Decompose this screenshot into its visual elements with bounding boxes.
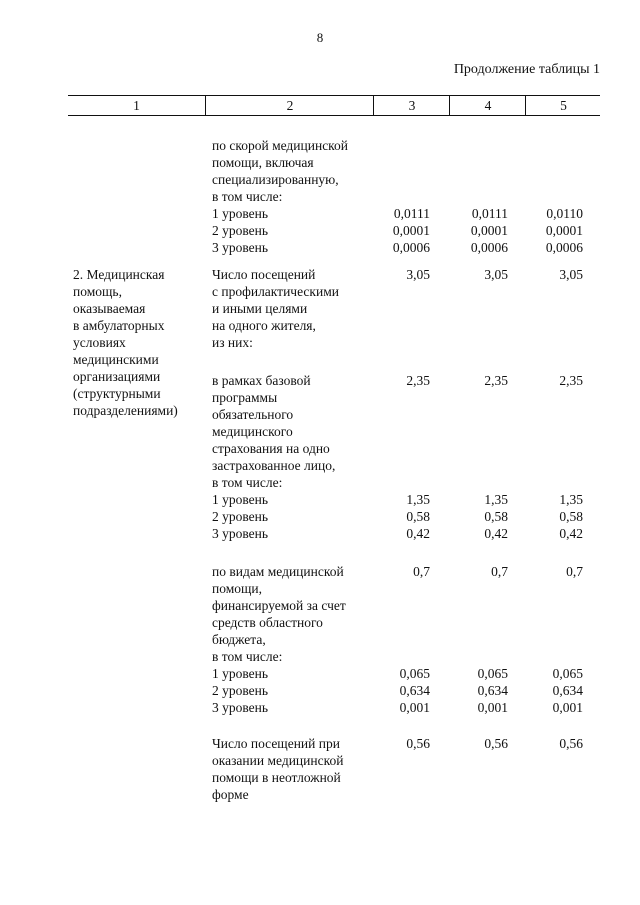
indicator-text-line: и иными целями <box>212 301 308 316</box>
level-value: 0,001 <box>552 700 583 715</box>
indicator-text-line: в том числе: <box>212 189 283 204</box>
indicator-text-line: помощи, включая <box>212 155 314 170</box>
level-label: 2 уровень <box>212 509 269 524</box>
level-value: 1,35 <box>406 492 430 507</box>
header-col-1: 1 <box>133 98 140 113</box>
level-value: 0,0006 <box>545 240 583 255</box>
indicator-value: 0,56 <box>484 736 508 751</box>
indicator-text-line: из них: <box>212 335 253 350</box>
section-title-line: в амбулаторных <box>73 318 165 333</box>
indicator-text-line: по видам медицинской <box>212 564 344 579</box>
indicator-text-line: в том числе: <box>212 649 283 664</box>
section-title-line: помощь, <box>73 284 122 299</box>
indicator-text-line: обязательного <box>212 407 294 422</box>
level-value: 0,58 <box>484 509 508 524</box>
level-label: 1 уровень <box>212 666 269 681</box>
indicator-value: 0,56 <box>559 736 583 751</box>
level-label: 1 уровень <box>212 492 269 507</box>
indicator-value: 3,05 <box>484 267 508 282</box>
indicator-value: 2,35 <box>559 373 583 388</box>
header-col-3: 3 <box>373 96 450 115</box>
indicator-text-line: средств областного <box>212 615 323 630</box>
indicator-value: 2,35 <box>406 373 430 388</box>
indicator-block <box>212 563 346 716</box>
indicator-text-line: застрахованное лицо, <box>212 458 336 473</box>
section-title-line: оказываемая <box>73 301 146 316</box>
continuation-label: Продолжение таблицы 1 <box>453 62 600 77</box>
indicator-text-line: помощи в неотложной <box>212 770 341 785</box>
indicator-text-line: медицинского <box>212 424 293 439</box>
level-value: 0,634 <box>477 683 508 698</box>
level-label: 3 уровень <box>212 526 269 541</box>
page-number: 8 <box>316 30 324 45</box>
level-value: 0,065 <box>399 666 430 681</box>
indicator-text-line: Число посещений <box>212 267 316 282</box>
level-value: 0,634 <box>552 683 583 698</box>
level-value: 1,35 <box>484 492 508 507</box>
section-title-line: медицинскими <box>73 352 159 367</box>
level-value: 0,58 <box>559 509 583 524</box>
section-title-line: 2. Медицинская <box>73 267 165 282</box>
level-label: 3 уровень <box>212 700 269 715</box>
indicator-text-line: в рамках базовой <box>212 373 311 388</box>
level-label: 2 уровень <box>212 223 269 238</box>
level-value: 0,58 <box>406 509 430 524</box>
header-col-2: 2 <box>205 96 374 115</box>
indicator-value: 3,05 <box>559 267 583 282</box>
level-value: 0,42 <box>406 526 430 541</box>
indicator-block <box>212 137 348 256</box>
level-value: 0,0111 <box>471 206 508 221</box>
level-value: 0,0111 <box>393 206 430 221</box>
indicator-value: 2,35 <box>484 373 508 388</box>
indicator-value: 0,7 <box>491 564 508 579</box>
indicator-text-line: помощи, <box>212 581 263 596</box>
level-value: 0,001 <box>399 700 430 715</box>
header-col-4: 4 <box>449 96 526 115</box>
level-value: 0,0001 <box>392 223 430 238</box>
indicator-text-line: на одного жителя, <box>212 318 316 333</box>
indicator-text-line: бюджета, <box>212 632 266 647</box>
level-value: 0,065 <box>552 666 583 681</box>
level-value: 0,0110 <box>546 206 583 221</box>
level-value: 1,35 <box>559 492 583 507</box>
indicator-text-line: программы <box>212 390 278 405</box>
indicator-value: 0,7 <box>566 564 583 579</box>
header-col-5: 5 <box>525 96 601 115</box>
level-value: 0,634 <box>399 683 430 698</box>
indicator-block <box>212 735 343 803</box>
indicator-text-line: оказании медицинской <box>212 753 344 768</box>
level-label: 1 уровень <box>212 206 269 221</box>
level-value: 0,42 <box>484 526 508 541</box>
level-value: 0,001 <box>477 700 508 715</box>
level-value: 0,0006 <box>470 240 508 255</box>
section-title-line: организациями <box>73 369 161 384</box>
section-title-line: подразделениями) <box>73 403 178 418</box>
indicator-text-line: финансируемой за счет <box>212 598 346 613</box>
indicator-text-line: с профилактическими <box>212 284 339 299</box>
indicator-text-line: Число посещений при <box>212 736 340 751</box>
indicator-block <box>212 372 335 542</box>
section-title-outpatient <box>73 266 178 419</box>
indicator-value: 3,05 <box>406 267 430 282</box>
section-title-line: (структурными <box>73 386 161 401</box>
level-value: 0,0001 <box>545 223 583 238</box>
indicator-text-line: по скорой медицинской <box>212 138 349 153</box>
section-title-line: условиях <box>73 335 126 350</box>
indicator-text-line: страхования на одно <box>212 441 330 456</box>
level-value: 0,0001 <box>470 223 508 238</box>
indicator-block <box>212 266 339 351</box>
level-value: 0,42 <box>559 526 583 541</box>
level-value: 0,065 <box>477 666 508 681</box>
indicator-value: 0,7 <box>413 564 430 579</box>
indicator-text-line: форме <box>212 787 249 802</box>
indicator-value: 0,56 <box>406 736 430 751</box>
level-label: 3 уровень <box>212 240 269 255</box>
indicator-text-line: в том числе: <box>212 475 283 490</box>
level-label: 2 уровень <box>212 683 269 698</box>
table-header-row <box>68 95 600 116</box>
indicator-text-line: специализированную, <box>212 172 339 187</box>
level-value: 0,0006 <box>392 240 430 255</box>
